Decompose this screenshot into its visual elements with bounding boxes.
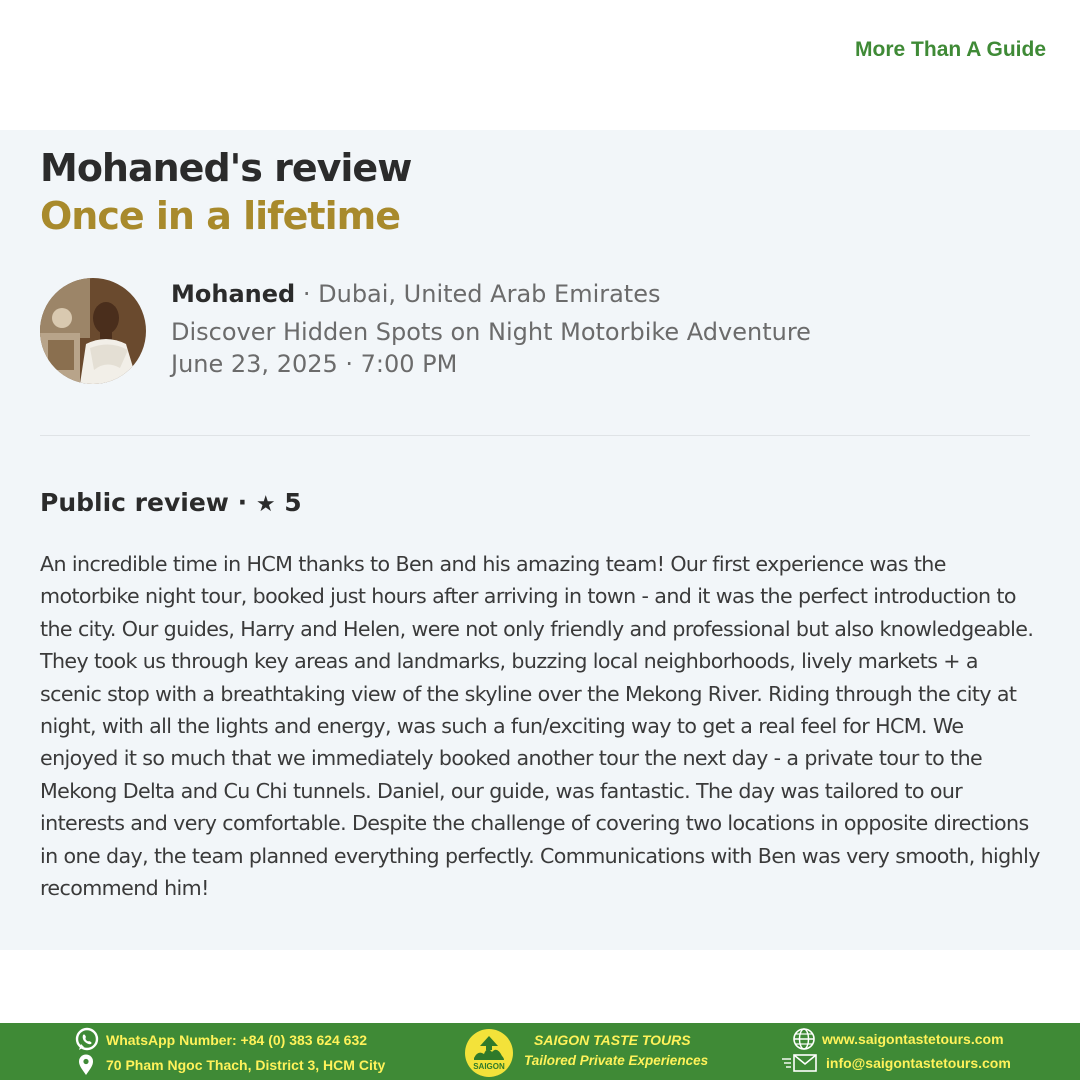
public-review-heading [40, 488, 302, 517]
brand-slogan: Tailored Private Experiences [524, 1053, 709, 1068]
email-address: info@saigontastetours.com [826, 1055, 1011, 1071]
brand-name: SAIGON TASTE TOURS [534, 1032, 691, 1048]
email-link[interactable] [782, 1053, 1011, 1073]
review-title: Mohaned's review [40, 146, 412, 190]
location-pin-icon [78, 1054, 94, 1076]
tour-name[interactable]: Discover Hidden Spots on Night Motorbike Adventure [171, 318, 811, 346]
reviewer-location: Dubai, United Arab Emirates [318, 280, 661, 308]
separator-dot: · [302, 280, 311, 308]
address-text: 70 Pham Ngoc Thach, District 3, HCM City [106, 1057, 386, 1073]
avatar-photo [40, 278, 146, 384]
whatsapp-contact[interactable] [74, 1027, 367, 1053]
review-card [0, 130, 1080, 950]
reviewer-info [171, 280, 811, 378]
section-label: Public review · [40, 488, 248, 517]
star-icon: ★ [255, 492, 276, 517]
globe-icon [792, 1027, 816, 1051]
website-url: www.saigontastetours.com [822, 1031, 1004, 1047]
website-link[interactable] [792, 1027, 1004, 1051]
rating-value: 5 [284, 488, 302, 517]
address-contact [78, 1054, 385, 1076]
mail-icon [782, 1053, 818, 1073]
review-datetime: June 23, 2025 · 7:00 PM [171, 350, 458, 378]
logo-text: SAIGON [473, 1062, 505, 1071]
footer-bar [0, 1023, 1080, 1080]
tagline: More Than A Guide [855, 38, 1046, 61]
saigon-taste-tours-logo [464, 1028, 514, 1078]
reviewer-name[interactable]: Mohaned [171, 280, 296, 308]
whatsapp-icon [74, 1027, 100, 1053]
brand-block [524, 1032, 708, 1068]
review-subtitle: Once in a lifetime [40, 194, 400, 238]
review-body: An incredible time in HCM thanks to Ben and his amazing team! Our first experience was the motorbike night tour, booked just hours after arriving in town - and it was the perfect introduction to the city. Our guides, Harry and Helen, were not only friendly and professional but also knowledgeable. They took us through key areas and landmarks, buzzing local neighborhoods, lively markets + a scenic stop with a breathtaking view of the skyline over the Mekong River. Riding through the city at night, with all the lights and energy, was such a fun/exciting way to get a real feel for HCM. We enjoyed it so much that we immediately booked another tour the next day - a private tour to the Mekong Delta and Cu Chi tunnels. Daniel, our guide, was fantastic. The day was tailored to our interests and very comfortable. Despite the challenge of covering two locations in opposite directions in one day, the team planned everything perfectly. Communications with Ben was very smooth, highly recommend him! [40, 552, 1040, 901]
avatar[interactable] [40, 278, 146, 384]
divider [40, 435, 1030, 436]
whatsapp-number: WhatsApp Number: +84 (0) 383 624 632 [106, 1032, 368, 1048]
